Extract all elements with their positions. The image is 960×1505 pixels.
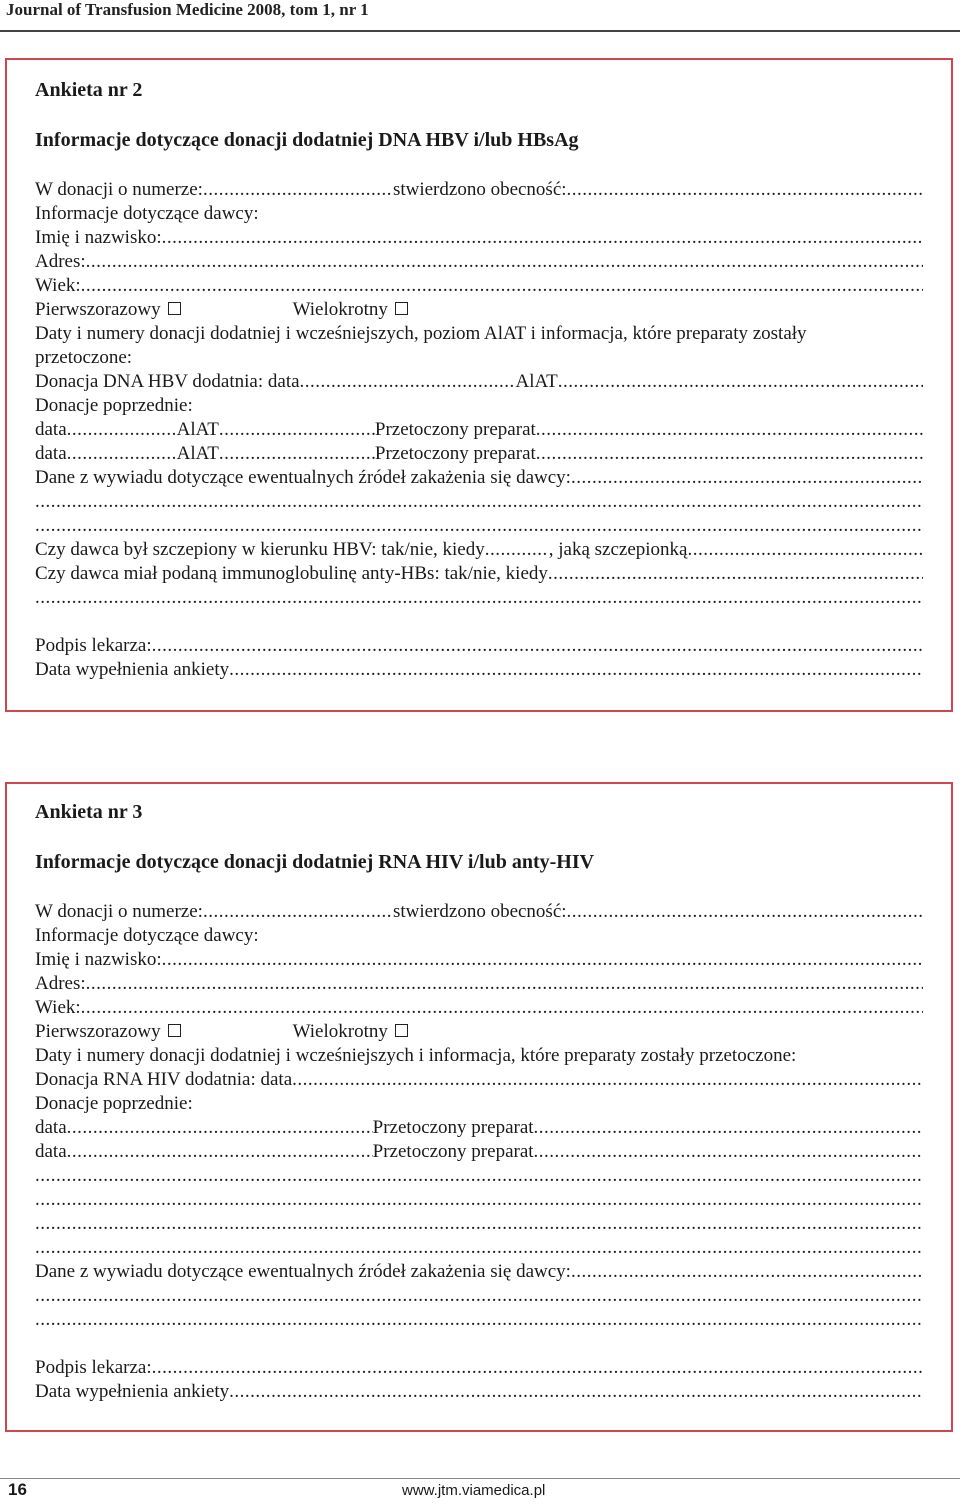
- alat-field[interactable]: [558, 370, 923, 394]
- prev-transfused-label: Przetoczony preparat: [372, 1117, 534, 1138]
- survey-2-subtitle: Informacje dotyczące donacji dodatniej DNA HBV i/lub HBsAg: [35, 129, 579, 151]
- prev-date-field[interactable]: [67, 1140, 373, 1164]
- positive-donation-label: Donacja RNA HIV dodatnia: data: [35, 1069, 293, 1090]
- blank-field[interactable]: [35, 1164, 923, 1188]
- previous-row-1: [35, 418, 923, 442]
- dates-row: [35, 1044, 923, 1068]
- donor-info-label: Informacje dotyczące dawcy:: [35, 203, 259, 224]
- blank-line: [35, 1188, 923, 1212]
- footer-url[interactable]: www.jtm.viamedica.pl: [402, 1482, 546, 1499]
- previous-row-1: [35, 1116, 923, 1140]
- blank-line: [35, 514, 923, 538]
- prev-transfused-field[interactable]: [536, 418, 923, 442]
- interview-row: [35, 466, 923, 490]
- name-field[interactable]: [162, 226, 923, 250]
- first-time-checkbox[interactable]: [168, 302, 181, 315]
- prev-data-label: data: [35, 443, 67, 464]
- fill-date-label: Data wypełnienia ankiety: [35, 659, 230, 680]
- name-label: Imię i nazwisko:: [35, 227, 162, 248]
- blank-field[interactable]: [35, 1236, 923, 1260]
- signature-row: [35, 634, 923, 658]
- blank-field[interactable]: [35, 1188, 923, 1212]
- donor-type-row: [35, 1020, 923, 1044]
- blank-line: [35, 490, 923, 514]
- vaccinated-label: Czy dawca był szczepiony w kierunku HBV: tak/nie, kiedy: [35, 539, 485, 560]
- previous-donations-label: Donacje poprzednie:: [35, 1093, 193, 1114]
- survey-3-title: Ankieta nr 3: [35, 801, 143, 823]
- prev-data-label: data: [35, 419, 67, 440]
- positive-date-field[interactable]: [292, 1068, 923, 1092]
- donor-info-row: [35, 924, 923, 948]
- signature-field[interactable]: [152, 634, 923, 658]
- fill-date-field[interactable]: [229, 658, 923, 682]
- survey-2-content: [35, 78, 923, 682]
- prev-transfused-label: Przetoczony preparat: [374, 419, 536, 440]
- vaccine-field[interactable]: [687, 538, 923, 562]
- blank-line: [35, 1236, 923, 1260]
- previous-donations-row: [35, 394, 923, 418]
- age-field[interactable]: [81, 274, 923, 298]
- address-field[interactable]: [86, 972, 923, 996]
- fill-date-row: [35, 658, 923, 682]
- detected-field[interactable]: [567, 178, 923, 202]
- detected-label: stwierdzono obecność:: [392, 901, 567, 922]
- repeat-label: Wielokrotny: [292, 1021, 388, 1042]
- repeat-checkbox[interactable]: [395, 302, 408, 315]
- first-time-label: Pierwszorazowy: [35, 1021, 161, 1042]
- prev-transfused-field[interactable]: [534, 1140, 923, 1164]
- footer-rule: [0, 1478, 960, 1479]
- spacer: [35, 610, 923, 634]
- fill-date-label: Data wypełnienia ankiety: [35, 1381, 230, 1402]
- address-label: Adres:: [35, 251, 86, 272]
- vaccination-row: [35, 538, 923, 562]
- donor-info-label: Informacje dotyczące dawcy:: [35, 925, 259, 946]
- dates-text: Daty i numery donacji dodatniej i wcześniejszych i informacja, które preparaty zostały przetoczone:: [35, 1045, 797, 1066]
- detected-label: stwierdzono obecność:: [392, 179, 567, 200]
- donation-number-row: [35, 900, 923, 924]
- page-number: 16: [8, 1480, 27, 1499]
- age-label: Wiek:: [35, 997, 81, 1018]
- blank-line: [35, 1308, 923, 1332]
- donation-number-field[interactable]: [203, 178, 393, 202]
- survey-3-panel: [5, 782, 953, 1432]
- survey-2-panel: [5, 58, 953, 712]
- interview-row: [35, 1260, 923, 1284]
- blank-line: [35, 1284, 923, 1308]
- blank-field[interactable]: [35, 1308, 923, 1332]
- name-row: [35, 226, 923, 250]
- prev-transfused-label: Przetoczony preparat: [372, 1141, 534, 1162]
- positive-donation-label: Donacja DNA HBV dodatnia: data: [35, 371, 300, 392]
- interview-field[interactable]: [571, 1260, 923, 1284]
- prev-data-label: data: [35, 1141, 67, 1162]
- header-rule: [0, 30, 960, 32]
- immunoglobulin-label: Czy dawca miał podaną immunoglobulinę anty-HBs: tak/nie, kiedy: [35, 563, 548, 584]
- prev-alat-field[interactable]: [219, 442, 375, 466]
- address-row: [35, 972, 923, 996]
- address-label: Adres:: [35, 973, 86, 994]
- previous-row-2: [35, 442, 923, 466]
- positive-donation-row: [35, 370, 923, 394]
- address-row: [35, 250, 923, 274]
- signature-label: Podpis lekarza:: [35, 1357, 152, 1378]
- name-label: Imię i nazwisko:: [35, 949, 162, 970]
- vaccinated-when-field[interactable]: [485, 538, 549, 562]
- immunoglobulin-row: [35, 562, 923, 586]
- address-field[interactable]: [86, 250, 923, 274]
- fill-date-field[interactable]: [229, 1380, 923, 1404]
- name-field[interactable]: [162, 948, 923, 972]
- blank-line: [35, 586, 923, 610]
- survey-3-content: [35, 800, 923, 1404]
- running-head: Journal of Transfusion Medicine 2008, tom 1, nr 1: [6, 0, 369, 19]
- blank-field[interactable]: [35, 490, 923, 514]
- prev-transfused-field[interactable]: [534, 1116, 923, 1140]
- dates-text-2: przetoczone:: [35, 347, 133, 368]
- dates-row-2: [35, 346, 923, 370]
- repeat-checkbox[interactable]: [395, 1024, 408, 1037]
- prev-transfused-label: Przetoczony preparat: [374, 443, 536, 464]
- previous-donations-label: Donacje poprzednie:: [35, 395, 193, 416]
- signature-field[interactable]: [152, 1356, 923, 1380]
- spacer: [35, 1332, 923, 1356]
- interview-label: Dane z wywiadu dotyczące ewentualnych źródeł zakażenia się dawcy:: [35, 1261, 571, 1282]
- dates-text-1: Daty i numery donacji dodatniej i wcześniejszych, poziom AlAT i informacja, które preparaty zostały: [35, 323, 807, 344]
- donation-number-label: W donacji o numerze:: [35, 179, 203, 200]
- survey-2-title: Ankieta nr 2: [35, 79, 143, 101]
- prev-date-field[interactable]: [67, 1116, 373, 1140]
- prev-alat-label: AlAT: [176, 419, 219, 440]
- repeat-label: Wielokrotny: [292, 299, 388, 320]
- dates-row-1: [35, 322, 923, 346]
- positive-donation-row: [35, 1068, 923, 1092]
- fill-date-row: [35, 1380, 923, 1404]
- age-label: Wiek:: [35, 275, 81, 296]
- prev-transfused-field[interactable]: [536, 442, 923, 466]
- survey-3-subtitle: Informacje dotyczące donacji dodatniej RNA HIV i/lub anty-HIV: [35, 851, 595, 873]
- previous-donations-row: [35, 1092, 923, 1116]
- donation-number-label: W donacji o numerze:: [35, 901, 203, 922]
- donation-number-field[interactable]: [203, 900, 393, 924]
- blank-field[interactable]: [35, 514, 923, 538]
- immunoglobulin-field[interactable]: [548, 562, 923, 586]
- first-time-label: Pierwszorazowy: [35, 299, 161, 320]
- age-field[interactable]: [81, 996, 923, 1020]
- blank-field[interactable]: [35, 586, 923, 610]
- prev-alat-field[interactable]: [219, 418, 375, 442]
- first-time-checkbox[interactable]: [168, 1024, 181, 1037]
- donor-info-row: [35, 202, 923, 226]
- previous-row-2: [35, 1140, 923, 1164]
- detected-field[interactable]: [567, 900, 923, 924]
- donation-number-row: [35, 178, 923, 202]
- donor-type-row: [35, 298, 923, 322]
- interview-label: Dane z wywiadu dotyczące ewentualnych źródeł zakażenia się dawcy:: [35, 467, 571, 488]
- prev-data-label: data: [35, 1117, 67, 1138]
- prev-date-field[interactable]: [67, 418, 177, 442]
- name-row: [35, 948, 923, 972]
- signature-label: Podpis lekarza:: [35, 635, 152, 656]
- blank-line: [35, 1164, 923, 1188]
- age-row: [35, 274, 923, 298]
- age-row: [35, 996, 923, 1020]
- prev-alat-label: AlAT: [176, 443, 219, 464]
- blank-field[interactable]: [35, 1284, 923, 1308]
- vaccine-label: , jaką szczepionką: [548, 539, 688, 560]
- positive-date-field[interactable]: [300, 370, 516, 394]
- alat-label: AlAT: [515, 371, 558, 392]
- prev-date-field[interactable]: [67, 442, 177, 466]
- interview-field[interactable]: [571, 466, 923, 490]
- signature-row: [35, 1356, 923, 1380]
- blank-field[interactable]: [35, 1212, 923, 1236]
- blank-line: [35, 1212, 923, 1236]
